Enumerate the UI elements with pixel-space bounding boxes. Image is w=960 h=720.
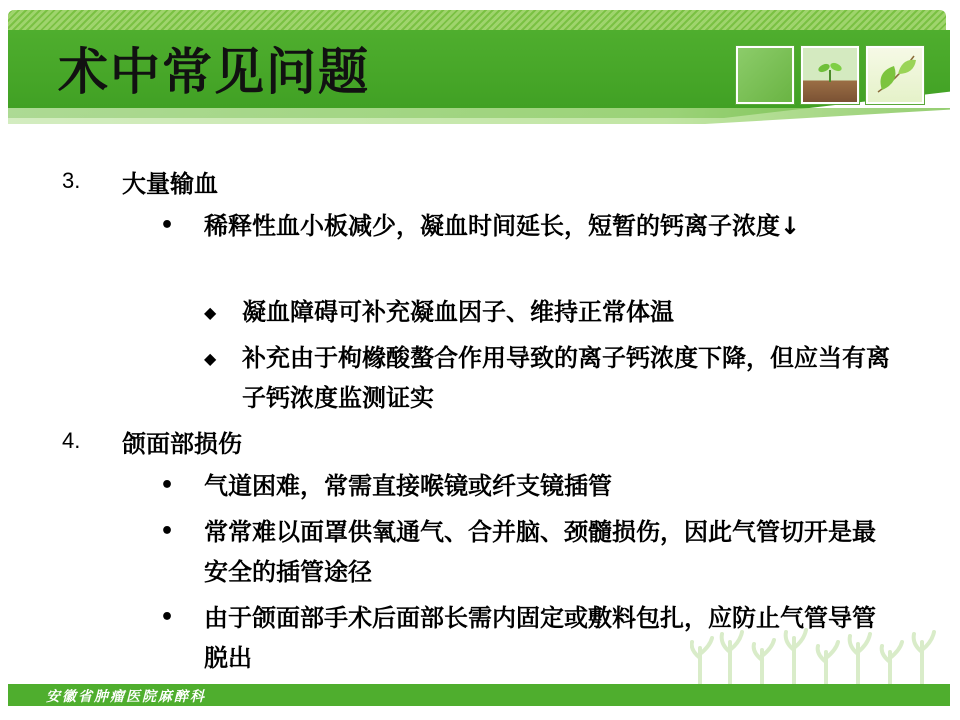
diamond-bullet-icon: ◆ xyxy=(204,303,217,322)
footer-text: 安徽省肿瘤医院麻醉科 xyxy=(46,689,206,705)
bullet-icon: • xyxy=(160,605,175,630)
bullet-icon: • xyxy=(160,473,175,498)
item-heading: 颌面部损伤 xyxy=(122,430,242,458)
bullet-icon: • xyxy=(160,519,175,544)
item-number: 4. xyxy=(62,428,81,453)
sub-item-text: 气道困难，常需直接喉镜或纤支镜插管 xyxy=(204,472,612,500)
sub-item-text: 由于颌面部手术后面部长需内固定或敷料包扎，应防止气管导管脱出 xyxy=(204,604,876,672)
item-number: 3. xyxy=(62,168,81,193)
slide-title: 术中常见问题 xyxy=(58,43,370,101)
sub-sub-item-text: 补充由于枸橼酸螯合作用导致的离子钙浓度下降，但应当有离子钙浓度监测证实 xyxy=(242,344,890,412)
sub-item-text: 稀释性血小板减少，凝血时间延长，短暂的钙离子浓度↓ xyxy=(204,212,801,240)
bullet-icon: • xyxy=(160,213,175,238)
sub-sub-item-text: 凝血障碍可补充凝血因子、维持正常体温 xyxy=(242,298,674,326)
item-heading: 大量输血 xyxy=(122,170,218,198)
diamond-bullet-icon: ◆ xyxy=(204,349,217,368)
sub-item-text: 常常难以面罩供氧通气、合并脑、颈髓损伤，因此气管切开是最安全的插管途径 xyxy=(204,518,876,586)
plant-silhouettes-icon xyxy=(690,628,940,690)
footer-bar xyxy=(8,684,950,706)
